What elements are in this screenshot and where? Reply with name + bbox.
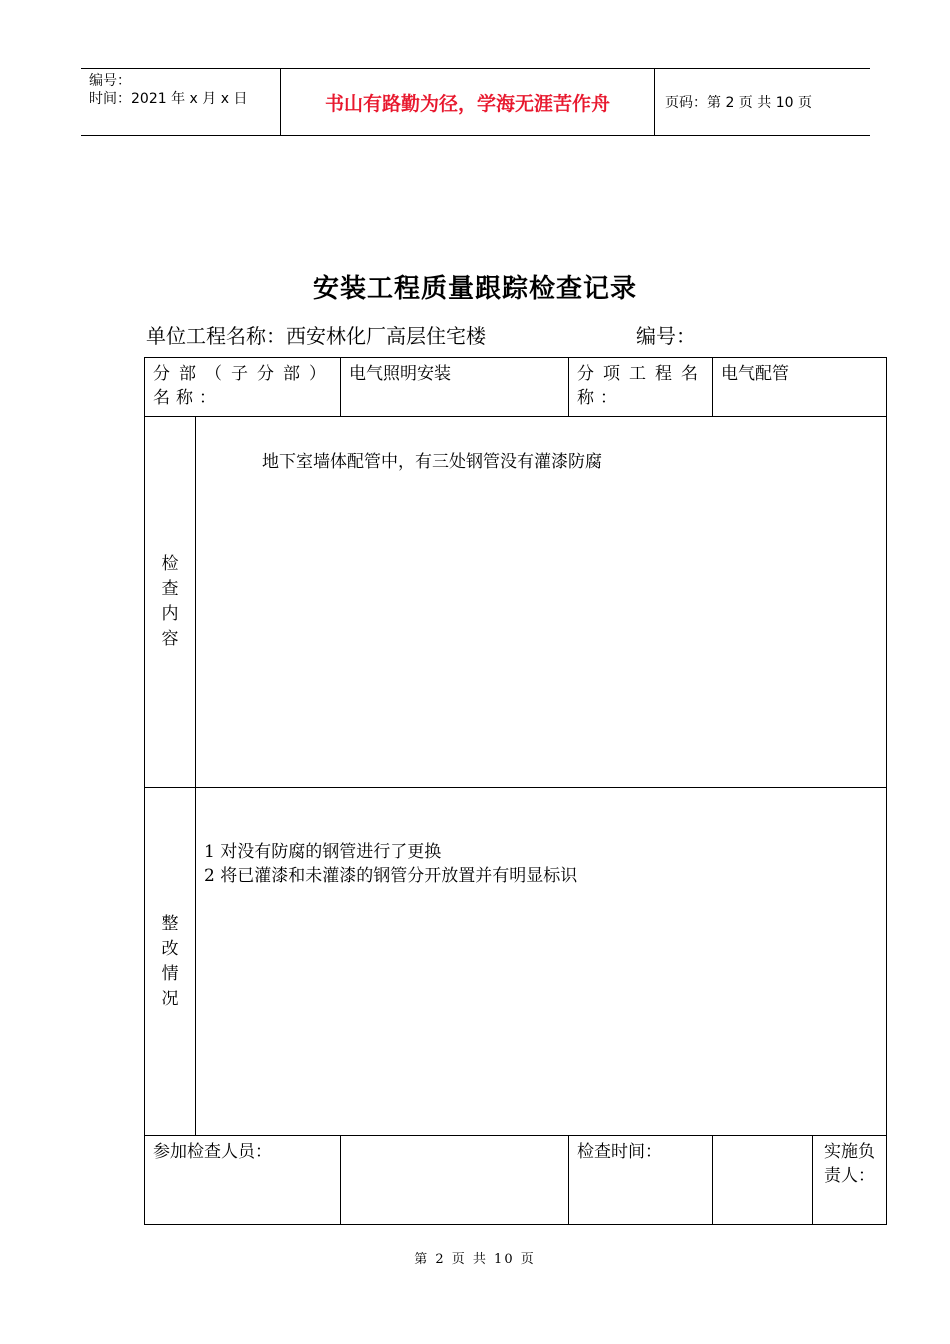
division-value: 电气照明安装: [341, 358, 569, 417]
number-label: 编号：: [636, 324, 696, 348]
header-time-label: 时间：2021 年 x 月 x 日: [89, 91, 248, 107]
division-label: 分部（子分部）名称：: [145, 358, 341, 417]
check-time-label: 检查时间：: [569, 1136, 713, 1225]
participants-label: 参加检查人员：: [145, 1136, 341, 1225]
fix-label-char: 情: [161, 963, 179, 984]
page-footer: 第 2 页 共 10 页: [414, 1252, 536, 1267]
inspection-form: [144, 357, 887, 1225]
inspect-label-char: 容: [161, 629, 179, 649]
inspect-row: [145, 417, 887, 788]
signature-row: [145, 1136, 887, 1225]
inspect-label-char: 检: [161, 554, 179, 574]
header-code-label: 编号：: [89, 73, 131, 89]
fix-content: [196, 788, 887, 1136]
fix-line: 1 对没有防腐的钢管进行了更换: [204, 842, 442, 862]
participants-value: [341, 1136, 569, 1225]
inspect-label-char: 查: [161, 579, 179, 599]
item-label: 分项工程名称：: [569, 358, 713, 417]
division-row: [145, 358, 887, 417]
header-meta: [81, 69, 281, 135]
document-title: 安装工程质量跟踪检查记录: [312, 274, 637, 304]
fix-row: [145, 788, 887, 1136]
fix-line: 2 将已灌漆和未灌漆的钢管分开放置并有明显标识: [204, 866, 578, 886]
fix-label: [145, 788, 196, 1136]
inspect-label-char: 内: [161, 604, 179, 624]
responsible-label: 实施负责人：: [813, 1136, 887, 1225]
unit-name: 单位工程名称：西安林化厂高层住宅楼: [146, 324, 486, 348]
fix-label-char: 况: [161, 988, 179, 1009]
unit-line: [146, 320, 886, 348]
page-header: [81, 68, 870, 136]
check-time-value: [713, 1136, 813, 1225]
inspect-label: [145, 417, 196, 788]
fix-label-char: 改: [161, 938, 179, 959]
inspect-content: 地下室墙体配管中，有三处钢管没有灌漆防腐: [196, 417, 887, 788]
header-motto: 书山有路勤为径，学海无涯苦作舟: [281, 69, 655, 135]
item-value: 电气配管: [713, 358, 887, 417]
fix-label-char: 整: [161, 913, 179, 934]
header-page-info: 页码：第 2 页 共 10 页: [665, 95, 812, 111]
